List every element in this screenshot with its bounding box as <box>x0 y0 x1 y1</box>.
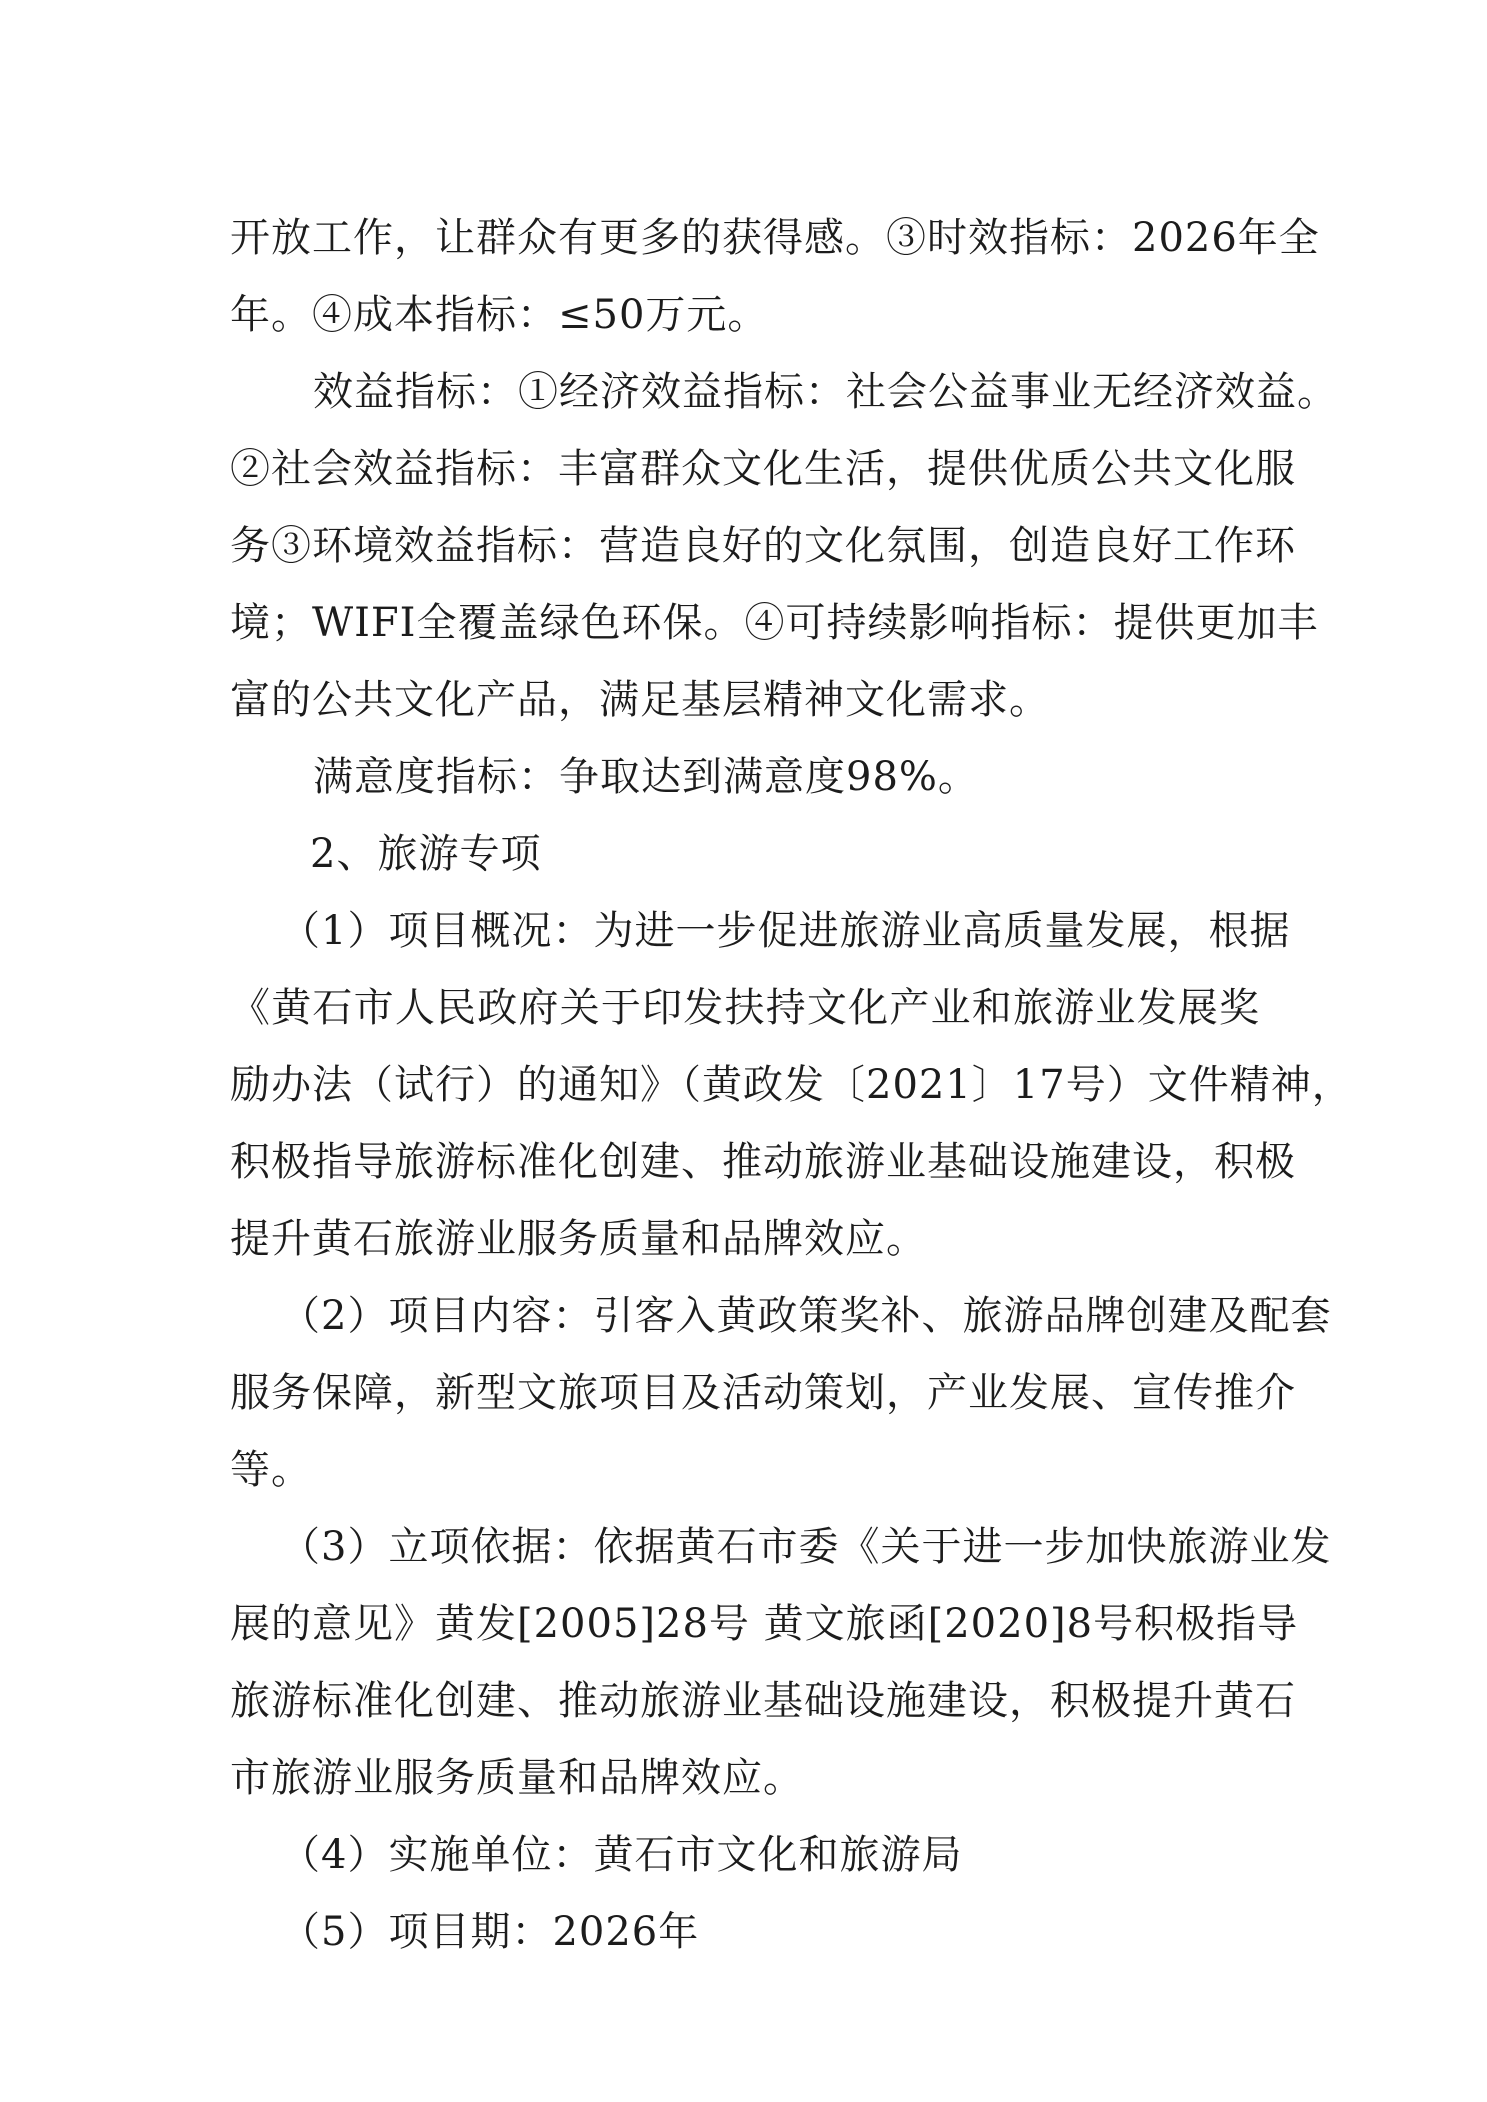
text-line: 市旅游业服务质量和品牌效应。 <box>230 1755 804 1801</box>
text-line: （2）项目内容：引客入黄政策奖补、旅游品牌创建及配套 <box>280 1293 1332 1339</box>
text-line: 开放工作，让群众有更多的获得感。③时效指标：2026年全 <box>230 215 1320 261</box>
text-line: 积极指导旅游标准化创建、推动旅游业基础设施建设，积极 <box>230 1139 1296 1185</box>
text-line: 服务保障，新型文旅项目及活动策划，产业发展、宣传推介 <box>230 1370 1296 1416</box>
text-line: 年。④成本指标：≤50万元。 <box>230 292 769 338</box>
text-line: 等。 <box>230 1447 312 1493</box>
section-heading: 2、旅游专项 <box>310 831 542 877</box>
text-line: 励办法（试行）的通知》（黄政发〔2021〕17号）文件精神， <box>230 1062 1353 1108</box>
document-body <box>230 200 1353 1971</box>
text-line: （3）立项依据：依据黄石市委《关于进一步加快旅游业发 <box>280 1524 1332 1570</box>
text-line: （4）实施单位：黄石市文化和旅游局 <box>280 1832 963 1878</box>
text-line: 展的意见》黄发[2005]28号 黄文旅函[2020]8号积极指导 <box>230 1601 1299 1647</box>
text-line: 提升黄石旅游业服务质量和品牌效应。 <box>230 1216 927 1262</box>
text-line: 旅游标准化创建、推动旅游业基础设施建设，积极提升黄石 <box>230 1678 1296 1724</box>
text-line: （5）项目期：2026年 <box>280 1909 700 1955</box>
text-line: 境；WIFI全覆盖绿色环保。④可持续影响指标：提供更加丰 <box>230 600 1319 646</box>
text-line: 效益指标：①经济效益指标：社会公益事业无经济效益。 <box>313 369 1338 415</box>
text-line: （1）项目概况：为进一步促进旅游业高质量发展，根据 <box>280 908 1291 954</box>
text-line: 《黄石市人民政府关于印发扶持文化产业和旅游业发展奖 <box>230 985 1260 1031</box>
text-line: 务③环境效益指标：营造良好的文化氛围，创造良好工作环 <box>230 523 1296 569</box>
text-line: 满意度指标：争取达到满意度98%。 <box>313 754 979 800</box>
text-line: 富的公共文化产品，满足基层精神文化需求。 <box>230 677 1050 723</box>
text-line: ②社会效益指标：丰富群众文化生活，提供优质公共文化服 <box>230 446 1296 492</box>
